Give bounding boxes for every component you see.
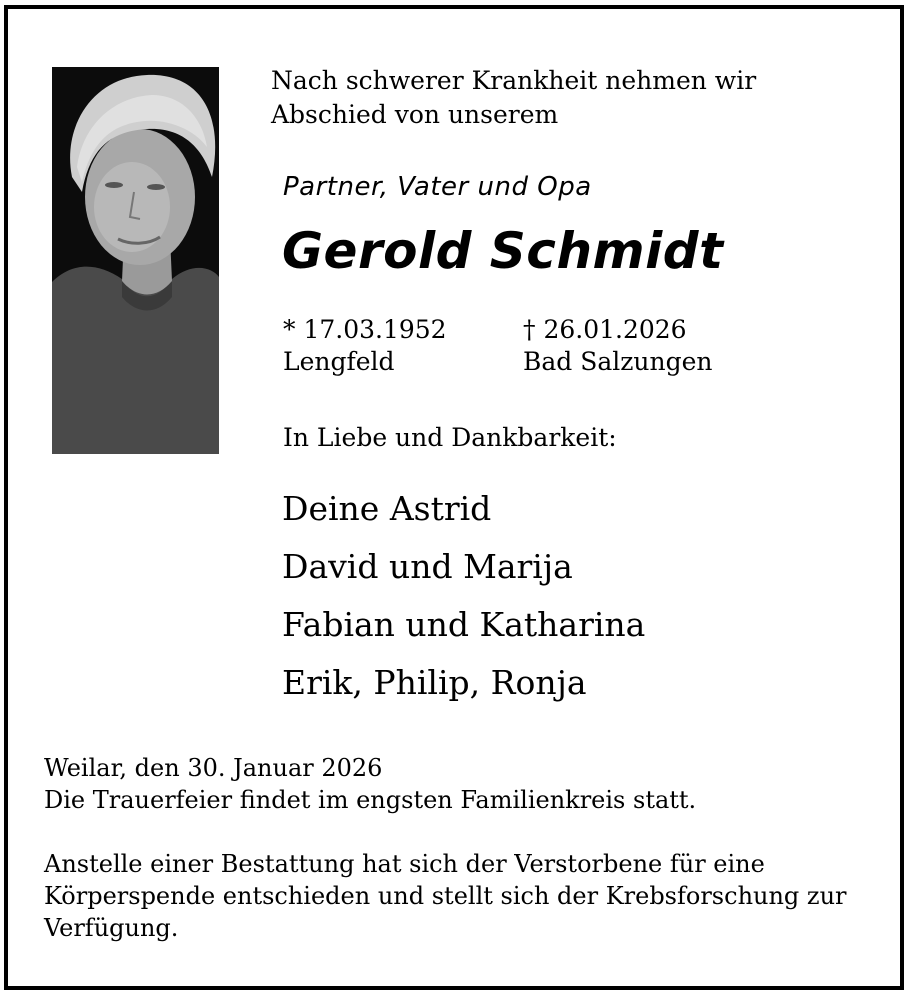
- portrait-image: [52, 67, 219, 454]
- place-date: Weilar, den 30. Januar 2026: [44, 754, 383, 782]
- birth-info: [283, 314, 447, 378]
- role-line: Partner, Vater und Opa: [283, 172, 592, 202]
- family-member: Fabian und Katharina: [282, 605, 646, 644]
- family-member: David und Marija: [282, 547, 573, 586]
- portrait-photo: [52, 67, 219, 454]
- death-date: † 26.01.2026: [523, 315, 687, 344]
- birth-date: * 17.03.1952: [283, 315, 447, 344]
- donation-note: Anstelle einer Bestattung hat sich der Verstorbene für eine Körperspende entschieden und stellt sich der Krebsforschung zur Verfügung.: [44, 850, 847, 942]
- family-member: Deine Astrid: [282, 489, 492, 528]
- intro-text: Nach schwerer Krankheit nehmen wir Abschied von unserem: [271, 66, 757, 129]
- thanks-line: In Liebe und Dankbarkeit:: [283, 423, 617, 452]
- family-member: Erik, Philip, Ronja: [282, 663, 587, 702]
- footer-text: [44, 752, 874, 944]
- family-list: [282, 480, 645, 712]
- birth-place: Lengfeld: [283, 347, 395, 376]
- ceremony-note: Die Trauerfeier findet im engsten Familienkreis statt.: [44, 786, 697, 814]
- death-place: Bad Salzungen: [523, 347, 713, 376]
- deceased-name: Gerold Schmidt: [282, 222, 724, 280]
- death-info: [523, 314, 713, 378]
